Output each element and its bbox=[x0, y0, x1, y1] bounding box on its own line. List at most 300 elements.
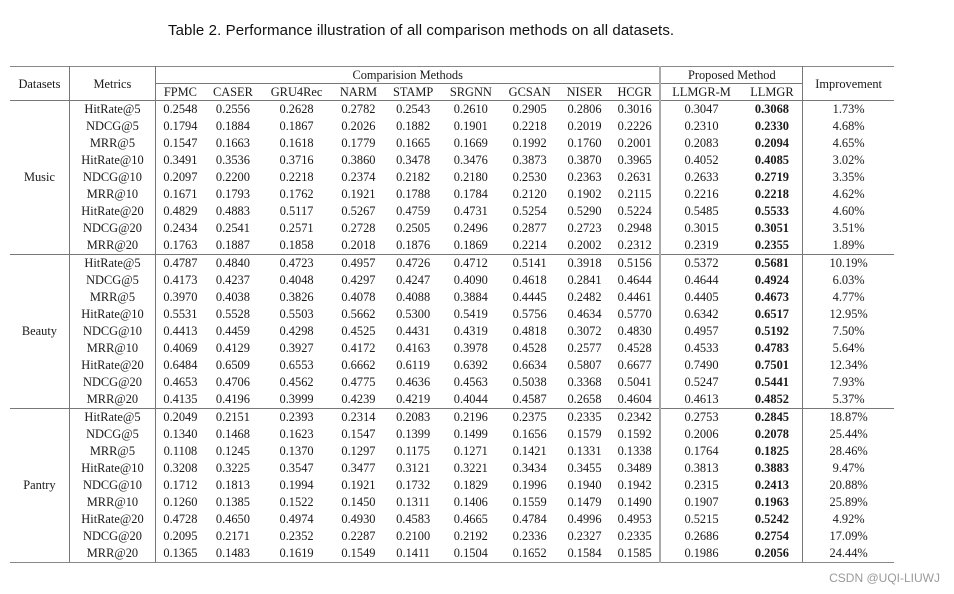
metric-label: HitRate@10 bbox=[69, 152, 155, 169]
llmgr-value: 0.7501 bbox=[742, 357, 803, 374]
baseline-value: 0.2375 bbox=[500, 409, 559, 427]
baseline-value: 0.3873 bbox=[512, 153, 547, 167]
baseline-value: 0.1858 bbox=[279, 238, 314, 252]
group-header-proposed: Proposed Method bbox=[660, 67, 802, 84]
improvement-value: 5.37% bbox=[832, 392, 865, 406]
llmgr-m-value: 0.3813 bbox=[684, 461, 719, 475]
llmgr-value: 0.4852 bbox=[742, 391, 803, 409]
llmgr-m-value: 0.2633 bbox=[684, 170, 719, 184]
baseline-value: 0.1788 bbox=[396, 187, 431, 201]
improvement-value: 3.51% bbox=[832, 221, 865, 235]
metric-label: MRR@5 bbox=[69, 135, 155, 152]
baseline-value: 0.4829 bbox=[163, 204, 198, 218]
watermark: CSDN @UQI-LIUWJ bbox=[829, 571, 940, 585]
baseline-value: 0.1623 bbox=[279, 427, 314, 441]
baseline-value: 0.2374 bbox=[341, 170, 376, 184]
baseline-value: 0.4787 bbox=[156, 255, 205, 273]
baseline-value: 0.2019 bbox=[567, 119, 602, 133]
baseline-value: 0.4172 bbox=[341, 341, 376, 355]
metric-label: MRR@20 bbox=[69, 391, 155, 409]
baseline-value: 0.5503 bbox=[279, 307, 314, 321]
baseline-value: 0.5038 bbox=[512, 375, 547, 389]
improvement-value: 7.50% bbox=[832, 324, 865, 338]
baseline-value: 0.2505 bbox=[396, 221, 431, 235]
llmgr-m-value: 0.5215 bbox=[684, 512, 719, 526]
baseline-value: 0.5531 bbox=[163, 307, 198, 321]
baseline-value: 0.3434 bbox=[512, 461, 547, 475]
baseline-value: 0.3536 bbox=[215, 153, 250, 167]
metric-label: HitRate@5 bbox=[69, 255, 155, 273]
baseline-value: 0.4088 bbox=[396, 290, 431, 304]
baseline-value: 0.2018 bbox=[341, 238, 376, 252]
baseline-value: 0.6553 bbox=[279, 358, 314, 372]
baseline-value: 0.1665 bbox=[396, 136, 431, 150]
baseline-value: 0.3918 bbox=[559, 255, 610, 273]
table-row bbox=[10, 118, 894, 135]
improvement-value: 5.64% bbox=[832, 341, 865, 355]
baseline-value: 0.6677 bbox=[610, 357, 660, 374]
col-header-method: STAMP bbox=[392, 85, 434, 99]
col-header-improvement: Improvement bbox=[815, 76, 883, 91]
baseline-value: 0.1882 bbox=[396, 119, 431, 133]
baseline-value: 0.4445 bbox=[512, 290, 547, 304]
baseline-value: 0.2628 bbox=[261, 101, 332, 119]
baseline-value: 0.4528 bbox=[610, 340, 660, 357]
baseline-value: 0.5756 bbox=[512, 307, 547, 321]
llmgr-m-value: 0.5247 bbox=[684, 375, 719, 389]
baseline-value: 0.1421 bbox=[512, 444, 547, 458]
baseline-value: 0.3870 bbox=[567, 153, 602, 167]
metric-label: MRR@10 bbox=[69, 340, 155, 357]
llmgr-value: 0.3051 bbox=[742, 220, 803, 237]
llmgr-m-value: 0.1764 bbox=[684, 444, 719, 458]
improvement-value: 3.35% bbox=[832, 170, 865, 184]
baseline-value: 0.4604 bbox=[610, 391, 660, 409]
llmgr-value: 0.5441 bbox=[742, 374, 803, 391]
baseline-value: 0.2841 bbox=[567, 273, 602, 287]
baseline-value: 0.4196 bbox=[215, 392, 250, 406]
baseline-value: 0.2001 bbox=[610, 135, 660, 152]
baseline-value: 0.1921 bbox=[341, 187, 376, 201]
table-row bbox=[10, 409, 894, 427]
baseline-value: 0.1411 bbox=[385, 545, 442, 563]
baseline-value: 0.2327 bbox=[567, 529, 602, 543]
baseline-value: 0.2312 bbox=[610, 237, 660, 255]
improvement-value: 25.89% bbox=[829, 495, 868, 509]
baseline-value: 0.4528 bbox=[512, 341, 547, 355]
metric-label: NDCG@5 bbox=[69, 426, 155, 443]
table-row bbox=[10, 494, 894, 511]
baseline-value: 0.1490 bbox=[610, 494, 660, 511]
metric-label: NDCG@10 bbox=[69, 477, 155, 494]
baseline-value: 0.1175 bbox=[396, 444, 430, 458]
llmgr-value: 0.4085 bbox=[742, 152, 803, 169]
metric-label: NDCG@20 bbox=[69, 374, 155, 391]
col-header-method: CASER bbox=[212, 85, 253, 99]
baseline-value: 0.4525 bbox=[341, 324, 376, 338]
metric-label: NDCG@20 bbox=[69, 220, 155, 237]
baseline-value: 0.4712 bbox=[441, 255, 500, 273]
col-header-method: GCSAN bbox=[508, 85, 551, 99]
baseline-value: 0.1585 bbox=[610, 545, 660, 563]
baseline-value: 0.5662 bbox=[341, 307, 376, 321]
metric-label: MRR@10 bbox=[69, 186, 155, 203]
table-row bbox=[10, 443, 894, 460]
baseline-value: 0.1762 bbox=[279, 187, 314, 201]
metric-label: HitRate@20 bbox=[69, 203, 155, 220]
baseline-value: 0.1663 bbox=[215, 136, 250, 150]
baseline-value: 0.5267 bbox=[341, 204, 376, 218]
baseline-value: 0.4706 bbox=[215, 375, 250, 389]
metric-label: HitRate@10 bbox=[69, 460, 155, 477]
baseline-value: 0.4298 bbox=[279, 324, 314, 338]
baseline-value: 0.1584 bbox=[559, 545, 610, 563]
table-row bbox=[10, 289, 894, 306]
llmgr-value: 0.4783 bbox=[742, 340, 803, 357]
llmgr-m-value: 0.2315 bbox=[684, 478, 719, 492]
baseline-value: 0.1468 bbox=[215, 427, 250, 441]
baseline-value: 0.2548 bbox=[156, 101, 205, 119]
dataset-label: Music bbox=[10, 101, 69, 255]
baseline-value: 0.3965 bbox=[610, 152, 660, 169]
baseline-value: 0.1450 bbox=[341, 495, 376, 509]
baseline-value: 0.5419 bbox=[453, 307, 488, 321]
baseline-value: 0.2806 bbox=[559, 101, 610, 119]
baseline-value: 0.2151 bbox=[205, 409, 261, 427]
baseline-value: 0.1483 bbox=[205, 545, 261, 563]
dataset-label: Beauty bbox=[10, 255, 69, 409]
baseline-value: 0.4135 bbox=[163, 392, 198, 406]
baseline-value: 0.2287 bbox=[341, 529, 376, 543]
table-row bbox=[10, 511, 894, 528]
table-row bbox=[10, 272, 894, 289]
baseline-value: 0.1942 bbox=[610, 477, 660, 494]
improvement-value: 9.47% bbox=[832, 461, 865, 475]
llmgr-value: 0.3883 bbox=[742, 460, 803, 477]
baseline-value: 0.1592 bbox=[610, 426, 660, 443]
baseline-value: 0.1794 bbox=[163, 119, 198, 133]
llmgr-m-value: 0.4613 bbox=[684, 392, 719, 406]
baseline-value: 0.2571 bbox=[279, 221, 314, 235]
baseline-value: 0.1297 bbox=[341, 444, 376, 458]
baseline-value: 0.4996 bbox=[567, 512, 602, 526]
baseline-value: 0.1793 bbox=[215, 187, 250, 201]
llmgr-m-value: 0.6342 bbox=[684, 307, 719, 321]
baseline-value: 0.4069 bbox=[163, 341, 198, 355]
baseline-value: 0.2214 bbox=[512, 238, 547, 252]
baseline-value: 0.2905 bbox=[500, 101, 559, 119]
baseline-value: 0.1331 bbox=[567, 444, 602, 458]
table-row bbox=[10, 477, 894, 494]
baseline-value: 0.2335 bbox=[559, 409, 610, 427]
baseline-value: 0.1829 bbox=[453, 478, 488, 492]
llmgr-value: 0.4673 bbox=[742, 289, 803, 306]
baseline-value: 0.5141 bbox=[500, 255, 559, 273]
baseline-value: 0.4830 bbox=[610, 323, 660, 340]
baseline-value: 0.1399 bbox=[396, 427, 431, 441]
metric-label: NDCG@20 bbox=[69, 528, 155, 545]
baseline-value: 0.3978 bbox=[453, 341, 488, 355]
baseline-value: 0.4247 bbox=[396, 273, 431, 287]
baseline-value: 0.4634 bbox=[567, 307, 602, 321]
baseline-value: 0.2180 bbox=[453, 170, 488, 184]
llmgr-value: 0.2355 bbox=[742, 237, 803, 255]
llmgr-m-value: 0.2753 bbox=[660, 409, 741, 427]
llmgr-value: 0.3068 bbox=[742, 101, 803, 119]
baseline-value: 0.1921 bbox=[341, 478, 376, 492]
baseline-value: 0.1338 bbox=[610, 443, 660, 460]
llmgr-m-value: 0.4957 bbox=[684, 324, 719, 338]
baseline-value: 0.2115 bbox=[610, 186, 660, 203]
llmgr-value: 0.1825 bbox=[742, 443, 803, 460]
baseline-value: 0.2314 bbox=[332, 409, 385, 427]
col-header-method: NARM bbox=[339, 85, 378, 99]
baseline-value: 0.3221 bbox=[453, 461, 488, 475]
baseline-value: 0.1813 bbox=[215, 478, 250, 492]
baseline-value: 0.5224 bbox=[610, 203, 660, 220]
baseline-value: 0.1271 bbox=[453, 444, 488, 458]
baseline-value: 0.2200 bbox=[215, 170, 250, 184]
baseline-value: 0.1340 bbox=[163, 427, 198, 441]
baseline-value: 0.1784 bbox=[453, 187, 488, 201]
llmgr-value: 0.4924 bbox=[742, 272, 803, 289]
baseline-value: 0.2218 bbox=[512, 119, 547, 133]
baseline-value: 0.1902 bbox=[567, 187, 602, 201]
baseline-value: 0.1547 bbox=[341, 427, 376, 441]
table-row bbox=[10, 323, 894, 340]
llmgr-value: 0.2218 bbox=[742, 186, 803, 203]
table-row bbox=[10, 101, 894, 119]
baseline-value: 0.4461 bbox=[610, 289, 660, 306]
llmgr-value: 0.1963 bbox=[742, 494, 803, 511]
llmgr-m-value: 0.3047 bbox=[660, 101, 741, 119]
baseline-value: 0.4173 bbox=[163, 273, 198, 287]
col-header-datasets: Datasets bbox=[10, 67, 69, 101]
baseline-value: 0.2482 bbox=[567, 290, 602, 304]
baseline-value: 0.2049 bbox=[156, 409, 205, 427]
metric-label: MRR@5 bbox=[69, 289, 155, 306]
baseline-value: 0.2336 bbox=[512, 529, 547, 543]
baseline-value: 0.3826 bbox=[279, 290, 314, 304]
baseline-value: 0.1479 bbox=[567, 495, 602, 509]
baseline-value: 0.4239 bbox=[341, 392, 376, 406]
llmgr-m-value: 0.1907 bbox=[684, 495, 719, 509]
llmgr-value: 0.5242 bbox=[742, 511, 803, 528]
baseline-value: 0.1619 bbox=[261, 545, 332, 563]
baseline-value: 0.3368 bbox=[567, 375, 602, 389]
baseline-value: 0.2877 bbox=[512, 221, 547, 235]
results-table bbox=[10, 66, 894, 563]
baseline-value: 0.4775 bbox=[341, 375, 376, 389]
baseline-value: 0.1406 bbox=[453, 495, 488, 509]
table-row bbox=[10, 203, 894, 220]
table-body bbox=[10, 101, 894, 563]
baseline-value: 0.3476 bbox=[453, 153, 488, 167]
llmgr-m-value: 0.4405 bbox=[684, 290, 719, 304]
table-row bbox=[10, 255, 894, 273]
baseline-value: 0.1547 bbox=[163, 136, 198, 150]
baseline-value: 0.3016 bbox=[610, 101, 660, 119]
baseline-value: 0.4078 bbox=[341, 290, 376, 304]
baseline-value: 0.1671 bbox=[163, 187, 198, 201]
metric-label: NDCG@10 bbox=[69, 169, 155, 186]
baseline-value: 0.1245 bbox=[215, 444, 250, 458]
baseline-value: 0.6392 bbox=[453, 358, 488, 372]
improvement-value: 20.88% bbox=[829, 478, 868, 492]
col-header-method: FPMC bbox=[163, 85, 197, 99]
improvement-value: 4.65% bbox=[832, 136, 865, 150]
baseline-value: 0.6509 bbox=[215, 358, 250, 372]
group-header-comparison: Comparision Methods bbox=[156, 67, 661, 84]
baseline-value: 0.4974 bbox=[279, 512, 314, 526]
baseline-value: 0.1652 bbox=[500, 545, 559, 563]
improvement-value: 24.44% bbox=[803, 545, 894, 563]
col-header-method: NISER bbox=[566, 85, 603, 99]
baseline-value: 0.4650 bbox=[215, 512, 250, 526]
table-caption: Table 2. Performance illustration of all comparison methods on all datasets. bbox=[168, 22, 675, 39]
metric-label: HitRate@20 bbox=[69, 511, 155, 528]
table-row bbox=[10, 135, 894, 152]
baseline-value: 0.4431 bbox=[396, 324, 431, 338]
baseline-value: 0.2393 bbox=[261, 409, 332, 427]
baseline-value: 0.2097 bbox=[163, 170, 198, 184]
baseline-value: 0.2026 bbox=[341, 119, 376, 133]
llmgr-value: 0.2754 bbox=[742, 528, 803, 545]
baseline-value: 0.2496 bbox=[453, 221, 488, 235]
baseline-value: 0.4562 bbox=[279, 375, 314, 389]
baseline-value: 0.1669 bbox=[453, 136, 488, 150]
baseline-value: 0.6634 bbox=[512, 358, 547, 372]
baseline-value: 0.2728 bbox=[341, 221, 376, 235]
llmgr-m-value: 0.2216 bbox=[684, 187, 719, 201]
baseline-value: 0.2120 bbox=[512, 187, 547, 201]
baseline-value: 0.3072 bbox=[567, 324, 602, 338]
metric-label: NDCG@5 bbox=[69, 272, 155, 289]
llmgr-value: 0.2094 bbox=[742, 135, 803, 152]
baseline-value: 0.4618 bbox=[512, 273, 547, 287]
baseline-value: 0.2541 bbox=[215, 221, 250, 235]
baseline-value: 0.3121 bbox=[396, 461, 431, 475]
improvement-value: 4.62% bbox=[832, 187, 865, 201]
table-row bbox=[10, 186, 894, 203]
baseline-value: 0.2196 bbox=[441, 409, 500, 427]
baseline-value: 0.1365 bbox=[156, 545, 205, 563]
baseline-value: 0.6484 bbox=[163, 358, 198, 372]
baseline-value: 0.6662 bbox=[341, 358, 376, 372]
baseline-value: 0.1579 bbox=[567, 427, 602, 441]
baseline-value: 0.1996 bbox=[512, 478, 547, 492]
baseline-value: 0.4413 bbox=[163, 324, 198, 338]
baseline-value: 0.3970 bbox=[163, 290, 198, 304]
baseline-value: 0.3999 bbox=[279, 392, 314, 406]
improvement-value: 4.77% bbox=[832, 290, 865, 304]
metric-label: MRR@10 bbox=[69, 494, 155, 511]
baseline-value: 0.4319 bbox=[453, 324, 488, 338]
baseline-value: 0.2658 bbox=[567, 392, 602, 406]
baseline-value: 0.1763 bbox=[163, 238, 198, 252]
baseline-value: 0.4563 bbox=[453, 375, 488, 389]
baseline-value: 0.4163 bbox=[396, 341, 431, 355]
baseline-value: 0.3489 bbox=[610, 460, 660, 477]
baseline-value: 0.2363 bbox=[567, 170, 602, 184]
improvement-value: 3.02% bbox=[832, 153, 865, 167]
improvement-value: 4.92% bbox=[832, 512, 865, 526]
baseline-value: 0.4048 bbox=[279, 273, 314, 287]
llmgr-m-value: 0.5485 bbox=[684, 204, 719, 218]
llmgr-value: 0.5192 bbox=[742, 323, 803, 340]
baseline-value: 0.5156 bbox=[610, 255, 660, 273]
baseline-value: 0.3478 bbox=[396, 153, 431, 167]
llmgr-value: 0.2056 bbox=[742, 545, 803, 563]
table-row bbox=[10, 152, 894, 169]
baseline-value: 0.2335 bbox=[610, 528, 660, 545]
improvement-value: 28.46% bbox=[829, 444, 868, 458]
table-row bbox=[10, 340, 894, 357]
baseline-value: 0.1994 bbox=[279, 478, 314, 492]
baseline-value: 0.2342 bbox=[610, 409, 660, 427]
table-row bbox=[10, 357, 894, 374]
llmgr-value: 0.6517 bbox=[742, 306, 803, 323]
baseline-value: 0.4723 bbox=[261, 255, 332, 273]
baseline-value: 0.2723 bbox=[567, 221, 602, 235]
llmgr-m-value: 0.7490 bbox=[684, 358, 719, 372]
baseline-value: 0.1940 bbox=[567, 478, 602, 492]
baseline-value: 0.1760 bbox=[567, 136, 602, 150]
table-row bbox=[10, 460, 894, 477]
improvement-value: 10.19% bbox=[803, 255, 894, 273]
baseline-value: 0.5807 bbox=[567, 358, 602, 372]
baseline-value: 0.4297 bbox=[341, 273, 376, 287]
llmgr-m-value: 0.2083 bbox=[684, 136, 719, 150]
baseline-value: 0.5770 bbox=[610, 306, 660, 323]
table-row bbox=[10, 237, 894, 255]
baseline-value: 0.3455 bbox=[567, 461, 602, 475]
baseline-value: 0.2556 bbox=[205, 101, 261, 119]
baseline-value: 0.4219 bbox=[396, 392, 431, 406]
baseline-value: 0.4840 bbox=[205, 255, 261, 273]
baseline-value: 0.4818 bbox=[512, 324, 547, 338]
metric-label: NDCG@5 bbox=[69, 118, 155, 135]
llmgr-m-value: 0.2686 bbox=[684, 529, 719, 543]
baseline-value: 0.4044 bbox=[453, 392, 488, 406]
baseline-value: 0.1549 bbox=[332, 545, 385, 563]
baseline-value: 0.2083 bbox=[385, 409, 442, 427]
baseline-value: 0.6119 bbox=[396, 358, 430, 372]
baseline-value: 0.3860 bbox=[341, 153, 376, 167]
baseline-value: 0.2182 bbox=[396, 170, 431, 184]
baseline-value: 0.2226 bbox=[610, 118, 660, 135]
baseline-value: 0.5254 bbox=[512, 204, 547, 218]
llmgr-m-value: 0.1986 bbox=[660, 545, 741, 563]
baseline-value: 0.5528 bbox=[215, 307, 250, 321]
baseline-value: 0.3225 bbox=[215, 461, 250, 475]
table-row bbox=[10, 374, 894, 391]
improvement-value: 12.95% bbox=[829, 307, 868, 321]
baseline-value: 0.1499 bbox=[453, 427, 488, 441]
metric-label: NDCG@10 bbox=[69, 323, 155, 340]
col-header-proposed: LLMGR bbox=[742, 84, 803, 101]
baseline-value: 0.4784 bbox=[512, 512, 547, 526]
baseline-value: 0.2095 bbox=[163, 529, 198, 543]
llmgr-m-value: 0.4052 bbox=[684, 153, 719, 167]
col-header-method: GRU4Rec bbox=[270, 85, 323, 99]
improvement-value: 25.44% bbox=[829, 427, 868, 441]
baseline-value: 0.4129 bbox=[215, 341, 250, 355]
baseline-value: 0.1618 bbox=[279, 136, 314, 150]
baseline-value: 0.5117 bbox=[279, 204, 314, 218]
baseline-value: 0.2530 bbox=[512, 170, 547, 184]
table-row bbox=[10, 426, 894, 443]
